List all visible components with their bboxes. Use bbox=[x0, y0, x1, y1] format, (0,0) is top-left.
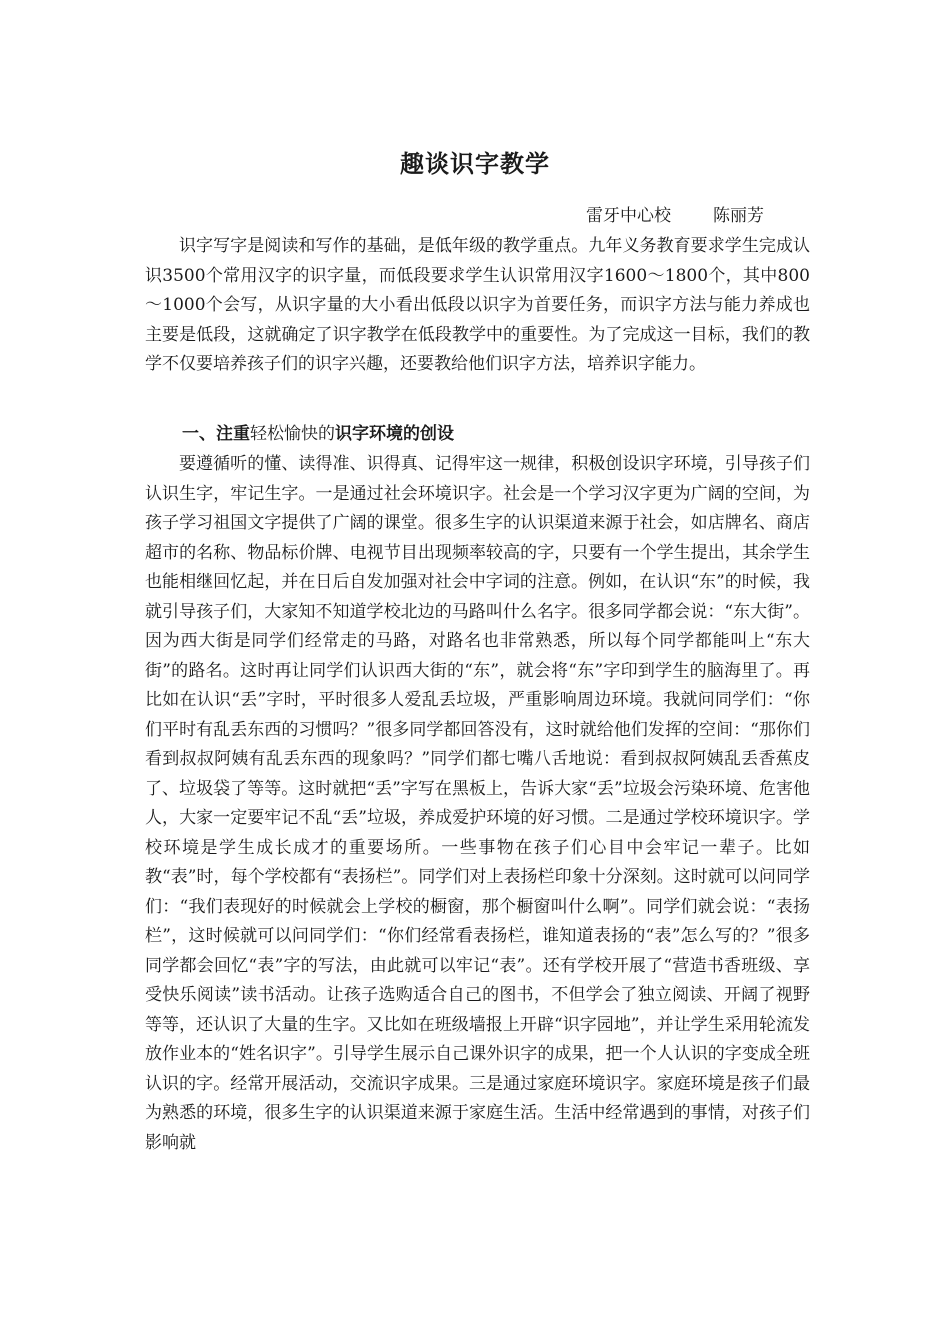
byline-school: 雷牙中心校 bbox=[586, 206, 671, 226]
intro-paragraph: 识字写字是阅读和写作的基础，是低年级的教学重点。九年义务教育要求学生完成认识3500个常用汉字的识字量，而低段要求学生认识常用汉字1600～1800个，其中800～1000个会写，从识字量的大小看出低段以识字为首要任务，而识字方法与能力养成也主要是低段，这就确定了识字教学在低段教学中的重要性。为了完成这一目标，我们的教学不仅要培养孩子们的识字兴趣，还要教给他们识字方法，培养识字能力。 bbox=[145, 236, 810, 374]
document-title: 趣谈识字教学 bbox=[400, 149, 550, 178]
section-heading-part3: 识字环境的创设 bbox=[335, 424, 454, 444]
byline-author: 陈丽芳 bbox=[713, 206, 764, 226]
section-paragraph: 要遵循听的懂、读得准、识得真、记得牢这一规律，积极创设识字环境，引导孩子们认识生字，牢记生字。一是通过社会环境识字。社会是一个学习汉字更为广阔的空间，为孩子学习祖国文字提供了广阔的课堂。很多生字的认识渠道来源于社会，如店牌名、商店超市的名称、物品标价牌、电视节目出现频率较高的字，只要有一个学生提出，其余学生也能相继回忆起，并在日后自发加强对社会中字词的注意。例如，在认识“东”的时候，我就引导孩子们，大家知不知道学校北边的马路叫什么名字。很多同学都会说：“东大街”。因为西大街是同学们经常走的马路，对路名也非常熟悉，所以每个同学都能叫上“东大街”的路名。这时再让同学们认识西大街的“东”，就会将“东”字印到学生的脑海里了。再比如在认识“丢”字时，平时很多人爱乱丢垃圾，严重影响周边环境。我就问同学们：“你们平时有乱丢东西的习惯吗？”很多同学都回答没有，这时就给他们发挥的空间：“那你们看到叔叔阿姨有乱丢东西的现象吗？”同学们都七嘴八舌地说：看到叔叔阿姨乱丢香蕉皮了、垃圾袋了等等。这时就把“丢”字写在黑板上，告诉大家“丢”垃圾会污染环境、危害他人，大家一定要牢记不乱“丢”垃圾，养成爱护环境的好习惯。二是通过学校环境识字。学校环境是学生成长成才的重要场所。一些事物在孩子们心目中会牢记一辈子。比如教“表”时，每个学校都有“表扬栏”。同学们对上表扬栏印象十分深刻。这时就可以问同学们：“我们表现好的时候就会上学校的橱窗，那个橱窗叫什么啊”。同学们就会说：“表扬栏”，这时候就可以问同学们：“你们经常看表扬栏，谁知道表扬的“表”怎么写的？”很多同学都会回忆“表”字的写法，由此就可以牢记“表”。还有学校开展了“营造书香班级、享受快乐阅读”读书活动。让孩子选购适合自己的图书，不但学会了独立阅读、开阔了视野等等，还认识了大量的生字。又比如在班级墙报上开辟“识字园地”，并让学生采用轮流发放作业本的“姓名识字”。引导学生展示自己课外识字的成果，把一个人认识的字变成全班认识的字。经常开展活动，交流识字成果。三是通过家庭环境识字。家庭环境是孩子们最为熟悉的环境，很多生字的认识渠道来源于家庭生活。生活中经常遇到的事情，对孩子们影响就 bbox=[145, 454, 810, 1153]
intro-paragraph-block bbox=[145, 232, 810, 380]
section-paragraph-block bbox=[145, 450, 810, 1158]
section-heading bbox=[182, 419, 454, 444]
section-heading-part2: 轻松愉快的 bbox=[250, 424, 335, 444]
section-heading-part1: 一、注重 bbox=[182, 424, 250, 444]
byline bbox=[586, 201, 764, 226]
